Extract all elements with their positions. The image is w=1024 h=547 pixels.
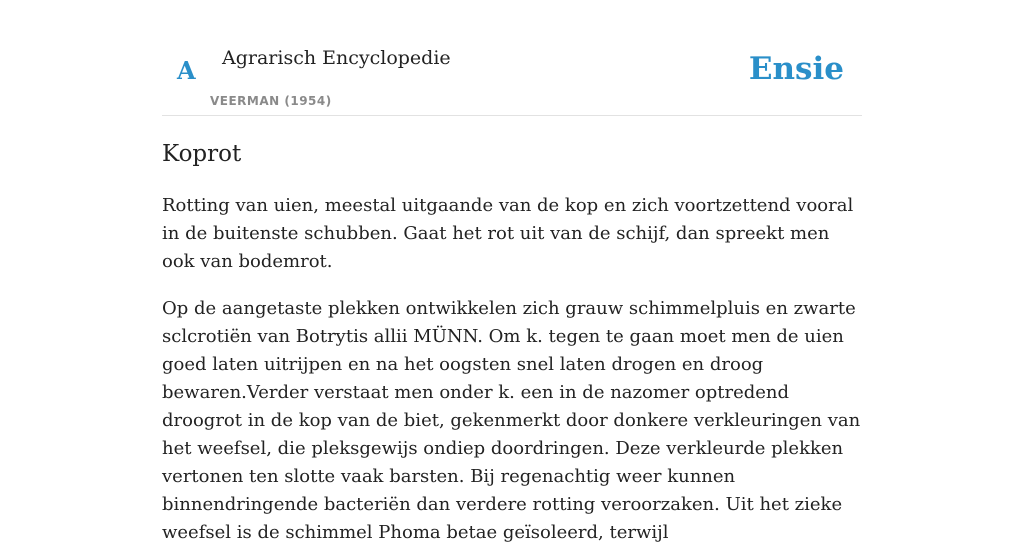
ensie-logo-link[interactable]: Ensie [748, 51, 844, 87]
book-letter-link[interactable]: A [177, 56, 196, 85]
site-header [162, 0, 862, 116]
book-title-link[interactable]: Agrarisch Encyclopedie [222, 47, 451, 69]
book-author-label: VEERMAN (1954) [210, 94, 332, 108]
entry-content [162, 136, 862, 547]
entry-paragraph: Rotting van uien, meestal uitgaande van de kop en zich voortzettend vooral in de buitenste schubben. Gaat het rot uit van de schijf, dan spreekt men ook van bodemrot. [162, 195, 854, 272]
entry-paragraph: Op de aangetaste plekken ontwikkelen zich grauw schimmelpluis en zwarte sclcrotiën van Botrytis allii MÜNN. Om k. tegen te gaan moet men de uien goed laten uitrijpen en na het oogsten snel laten drogen en droog bewaren.Verder verstaat men onder k. een in de nazomer optredend droogrot in de kop van de biet, gekenmerkt door donkere verkleuringen van het weefsel, die pleksgewijs ondiep doordringen. Deze verkleurde plekken vertonen ten slotte vaak barsten. Bij regenachtig weer kunnen binnendringende bacteriën dan verdere rotting veroorzaken. Uit het zieke weefsel is de schimmel Phoma betae geïsoleerd, terwijl [162, 298, 861, 543]
entry-title: Koprot [162, 141, 242, 167]
